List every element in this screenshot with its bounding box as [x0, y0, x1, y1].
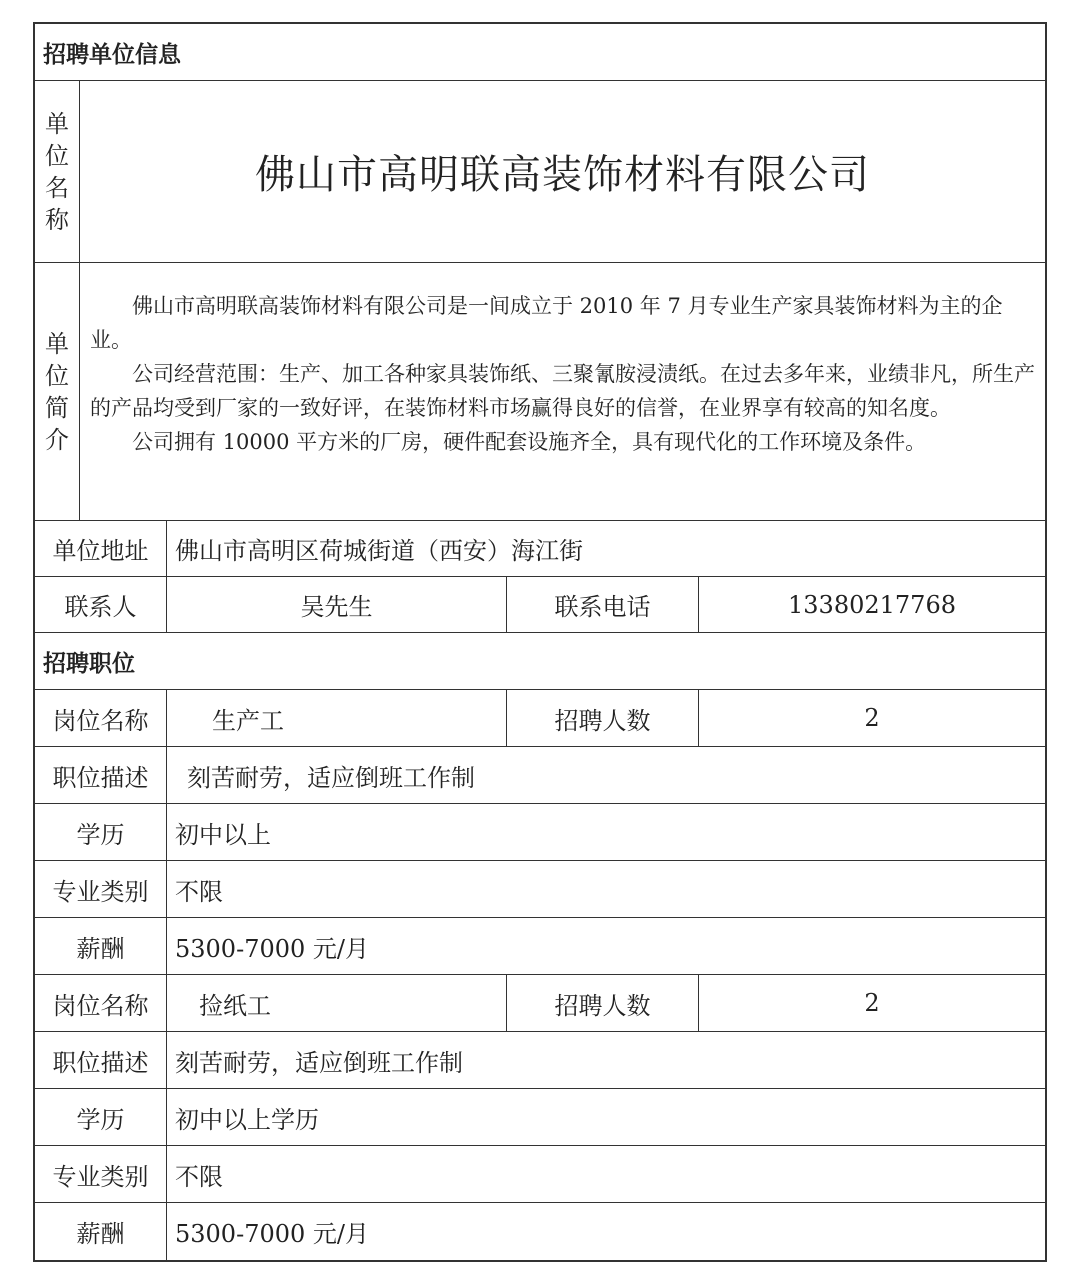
position-count-label: 招聘人数 — [507, 975, 699, 1031]
position-edu-value: 初中以上 — [175, 820, 271, 849]
position-edu-row — [35, 804, 1045, 861]
position-major-label: 专业类别 — [35, 861, 167, 917]
contact-label: 联系人 — [35, 577, 167, 632]
section-positions-title: 招聘职位 — [43, 650, 135, 677]
position-name-value: 捡纸工 — [167, 975, 507, 1031]
position-salary-label: 薪酬 — [35, 1203, 167, 1260]
contact-row — [35, 577, 1045, 633]
company-intro-paragraph: 公司经营范围：生产、加工各种家具装饰纸、三聚氰胺浸渍纸。在过去多年来，业绩非凡，所生产的产品均受到厂家的一致好评，在装饰材料市场赢得良好的信誉，在业界享有较高的知名度。 — [90, 362, 1035, 420]
company-intro-label — [35, 263, 80, 520]
section-company-info-title: 招聘单位信息 — [43, 41, 181, 68]
position-major-value: 不限 — [175, 877, 223, 906]
position-edu-value: 初中以上学历 — [175, 1105, 319, 1134]
position-major-value: 不限 — [175, 1162, 223, 1191]
company-name-label-char: 位 — [45, 141, 69, 170]
position-desc-value: 刻苦耐劳，适应倒班工作制 — [187, 763, 475, 792]
section-company-info-row — [35, 24, 1045, 81]
company-intro-text — [80, 263, 1045, 520]
company-intro-paragraph: 佛山市高明联高装饰材料有限公司是一间成立于 2010 年 7 月专业生产家具装饰材料为主的企业。 — [90, 294, 1003, 352]
position-major-row — [35, 861, 1045, 918]
position-major-row — [35, 1146, 1045, 1203]
position-edu-row — [35, 1089, 1045, 1146]
position-count-value: 2 — [864, 989, 880, 1017]
company-name-row — [35, 81, 1045, 263]
company-intro-label-char: 简 — [45, 393, 69, 422]
company-name-label — [35, 81, 80, 262]
position-count-label: 招聘人数 — [507, 690, 699, 746]
position-name-label: 岗位名称 — [35, 975, 167, 1031]
address-value: 佛山市高明区荷城街道（西安）海江街 — [175, 537, 583, 565]
position-salary-label: 薪酬 — [35, 918, 167, 974]
position-desc-value: 刻苦耐劳，适应倒班工作制 — [175, 1048, 463, 1077]
company-intro-label-char: 介 — [45, 425, 69, 454]
company-intro-label-char: 位 — [45, 361, 69, 390]
company-name-label-char: 单 — [45, 109, 69, 138]
company-intro-label-char: 单 — [45, 329, 69, 358]
position-desc-label: 职位描述 — [35, 747, 167, 803]
position-major-label: 专业类别 — [35, 1146, 167, 1202]
contact-value: 吴先生 — [167, 577, 507, 632]
position-name-label: 岗位名称 — [35, 690, 167, 746]
recruitment-form — [33, 22, 1047, 1262]
company-intro-row — [35, 263, 1045, 521]
position-desc-row — [35, 1032, 1045, 1089]
phone-value: 13380217768 — [788, 590, 956, 619]
company-name-label-char: 名 — [45, 173, 69, 202]
position-edu-label: 学历 — [35, 804, 167, 860]
position-name-row — [35, 975, 1045, 1032]
position-count-value: 2 — [864, 704, 880, 732]
position-salary-value: 5300-7000 元/月 — [175, 1220, 369, 1248]
section-positions-row — [35, 633, 1045, 690]
position-salary-row — [35, 1203, 1045, 1260]
position-desc-label: 职位描述 — [35, 1032, 167, 1088]
address-row — [35, 521, 1045, 577]
position-salary-row — [35, 918, 1045, 975]
position-salary-value: 5300-7000 元/月 — [175, 934, 369, 963]
position-name-value: 生产工 — [167, 690, 507, 746]
address-label: 单位地址 — [35, 521, 167, 576]
position-name-row — [35, 690, 1045, 747]
company-name: 佛山市高明联高装饰材料有限公司 — [255, 152, 870, 198]
position-edu-label: 学历 — [35, 1089, 167, 1145]
position-desc-row — [35, 747, 1045, 804]
company-intro-paragraph: 公司拥有 10000 平方米的厂房，硬件配套设施齐全，具有现代化的工作环境及条件。 — [132, 430, 927, 454]
company-name-label-char: 称 — [45, 205, 69, 234]
phone-label: 联系电话 — [507, 577, 699, 632]
